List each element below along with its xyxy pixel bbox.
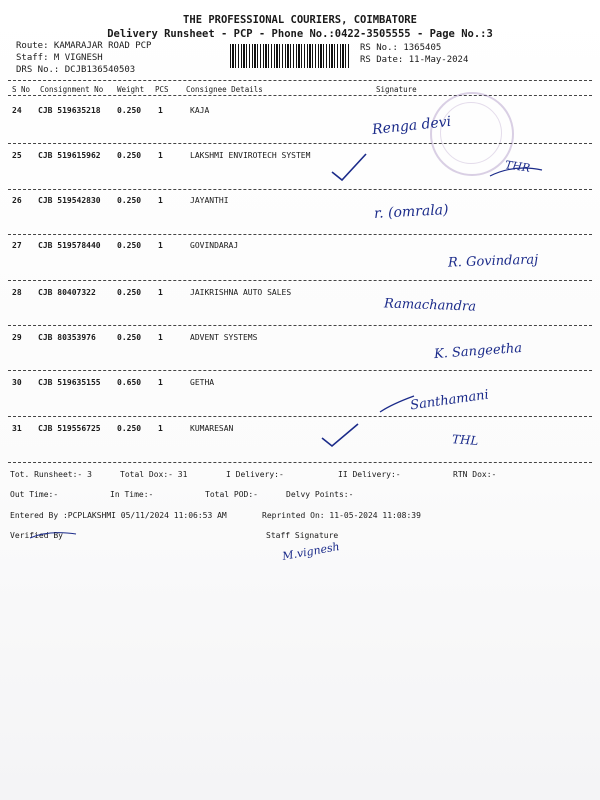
row-consignment: CJB 519635218: [38, 106, 101, 115]
table-rule-bottom: [8, 462, 592, 463]
row-consignee: ADVENT SYSTEMS: [190, 333, 258, 342]
signature-row-31: THL: [451, 432, 479, 448]
staff-signature: M.vignesh: [281, 540, 341, 563]
row-divider: [8, 370, 592, 371]
pen-stroke-icon: [28, 528, 78, 542]
row-sno: 29: [12, 333, 22, 342]
row-consignment: CJB 519615962: [38, 151, 101, 160]
row-sno: 27: [12, 241, 22, 250]
row-sno: 25: [12, 151, 22, 160]
row-pcs: 1: [158, 196, 163, 205]
reprinted-on: Reprinted On: 11-05-2024 11:08:39: [262, 511, 421, 520]
row-weight: 0.250: [117, 196, 142, 205]
ii-delivery: II Delivery:-: [338, 470, 401, 479]
delvy-points: Delvy Points:-: [286, 490, 354, 499]
signature-row-25: THR: [504, 158, 532, 175]
row-pcs: 1: [158, 288, 163, 297]
total-runsheet: Tot. Runsheet:- 3: [10, 470, 92, 479]
row-pcs: 1: [158, 151, 163, 160]
row-sno: 31: [12, 424, 22, 433]
row-consignment: CJB 519556725: [38, 424, 101, 433]
row-divider: [8, 189, 592, 190]
signature-row-24: Renga devi: [371, 113, 452, 139]
in-time: In Time:-: [110, 490, 154, 499]
col-consignee: Consignee Details: [186, 85, 263, 94]
total-pod: Total POD:-: [205, 490, 258, 499]
row-consignee: GOVINDARAJ: [190, 241, 239, 250]
total-dox: Total Dox:- 31: [120, 470, 188, 479]
row-consignment: CJB 519578440: [38, 241, 101, 250]
rs-date: RS Date: 11-May-2024: [360, 55, 469, 65]
row-weight: 0.250: [117, 288, 142, 297]
row-consignee: KAJA: [190, 106, 210, 115]
row-consignment: CJB 519635155: [38, 378, 101, 387]
out-time: Out Time:-: [10, 490, 59, 499]
route-label: Route: KAMARAJAR ROAD PCP: [16, 41, 152, 51]
col-pcs: PCS: [155, 85, 169, 94]
row-sno: 28: [12, 288, 22, 297]
header-rule-bottom: [8, 95, 592, 96]
row-consignment: CJB 80407322: [38, 288, 96, 297]
verified-by: Verified By: [10, 531, 63, 540]
signature-row-30: Santhamani: [409, 387, 490, 414]
entered-by: Entered By :PCPLAKSHMI 05/11/2024 11:06:53 AM: [10, 511, 227, 520]
rtn-dox: RTN Dox:-: [453, 470, 497, 479]
col-consignment: Consignment No: [40, 85, 104, 94]
pen-stroke-icon: [488, 152, 544, 182]
runsheet-title: Delivery Runsheet - PCP - Phone No.:0422-3505555 - Page No.:3: [107, 28, 493, 40]
company-title: THE PROFESSIONAL COURIERS, COIMBATORE: [183, 14, 417, 26]
row-weight: 0.650: [117, 378, 142, 387]
row-sno: 26: [12, 196, 22, 205]
row-consignment: CJB 519542830: [38, 196, 101, 205]
i-delivery: I Delivery:-: [226, 470, 284, 479]
checkmark-icon: [330, 150, 370, 184]
row-weight: 0.250: [117, 151, 142, 160]
pen-stroke-icon: [378, 390, 418, 416]
row-consignee: JAYANTHI: [190, 196, 229, 205]
row-divider: [8, 234, 592, 235]
row-consignee: GETHA: [190, 378, 215, 387]
row-pcs: 1: [158, 378, 163, 387]
signature-row-26: r. (omrala): [373, 202, 449, 222]
header-rule-top: [8, 80, 592, 81]
row-divider: [8, 280, 592, 281]
row-pcs: 1: [158, 106, 163, 115]
row-consignee: LAKSHMI ENVIROTECH SYSTEM: [190, 151, 311, 160]
row-divider: [8, 143, 592, 144]
row-pcs: 1: [158, 241, 163, 250]
rs-number: RS No.: 1365405: [360, 43, 442, 53]
signature-row-28: Ramachandra: [383, 296, 477, 315]
col-signature: Signature: [376, 85, 417, 94]
staff-signature-label: Staff Signature: [266, 531, 339, 540]
row-weight: 0.250: [117, 106, 142, 115]
row-divider: [8, 325, 592, 326]
row-weight: 0.250: [117, 333, 142, 342]
row-consignment: CJB 80353976: [38, 333, 96, 342]
row-consignee: JAIKRISHNA AUTO SALES: [190, 288, 292, 297]
row-weight: 0.250: [117, 424, 142, 433]
row-pcs: 1: [158, 333, 163, 342]
row-pcs: 1: [158, 424, 163, 433]
staff-label: Staff: M VIGNESH: [16, 53, 103, 63]
checkmark-icon: [320, 420, 362, 450]
col-sno: S No: [12, 85, 31, 94]
row-divider: [8, 416, 592, 417]
row-consignee: KUMARESAN: [190, 424, 234, 433]
signature-row-27: R. Govindaraj: [447, 252, 539, 271]
row-sno: 24: [12, 106, 22, 115]
signature-row-29: K. Sangeetha: [433, 340, 523, 363]
col-weight: Weight: [117, 85, 145, 94]
row-sno: 30: [12, 378, 22, 387]
row-weight: 0.250: [117, 241, 142, 250]
drs-label: DRS No.: DCJB136540503: [16, 65, 136, 75]
barcode: [230, 44, 350, 68]
